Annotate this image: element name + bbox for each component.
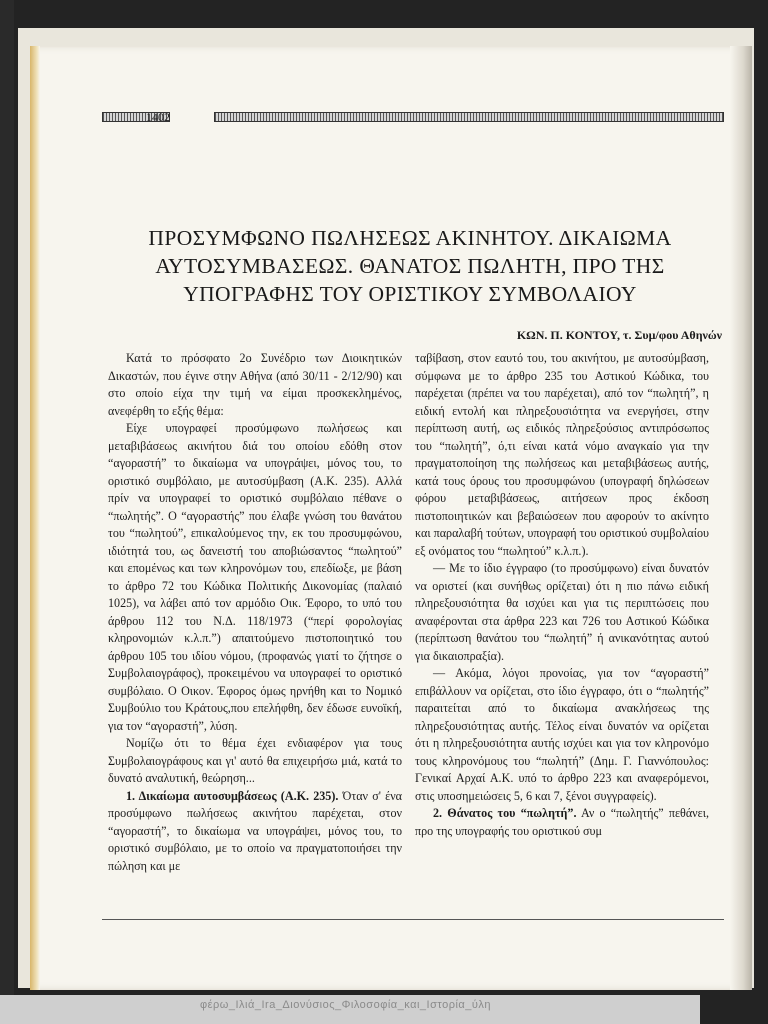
paragraph-text: Αν ο “πωλητής” πεθάνει, προ της υπογραφής του οριστικού συμ: [415, 806, 709, 838]
paragraph: ταβίβαση, στον εαυτό του, του ακινήτου, με αυτοσύμβαση, σύμφωνα με το άρθρο 235 του Αστικού Κώδικα, του παρέχεται (πρέπει να του παρέχεται), από τον “πωλητή”, η ειδική εντολή και πληρεξουσιότητα να ενεργήσει, στην περίπτωση αυτή, ως ειδικός πληρεξούσιος αντιπρόσωπος του “πωλητή”, ό,τι είναι κατά νόμο αναγκαίο για την πραγματοποίηση της πωλήσεως και μεταβιβάσεως αυτής, κατά τους όρους του προσυμφώνου (υπογραφή δηλώσεων φόρου μεταβιβάσεως, αιτήσεων προς έκδοση πιστοποιητικών και βεβαιώσεων που αφορούν το ακίνητο και παραλαβή τούτων, υπογραφή του οριστικού συμβολαίου εξ ονόματος του “πωλητού” κ.λ.π.).: [415, 351, 709, 558]
paragraph: Είχε υπογραφεί προσύμφωνο πωλήσεως και μεταβιβάσεως ακινήτου διά του οποίου εδόθη στον “αγοραστή” το δικαίωμα να υπογράψει, μόνος του, το οριστικό συμβόλαιο, με αυτοσύμβαση (Α.Κ. 235). Αλλά πρίν να υπογραφεί το οριστικό συμβόλαιο πέθανε ο “πωλητής”. Ο “αγοραστής” που έλαβε γνώση του θανάτου του “πωλητού”, επικαλούμενος την, εκ του προσυμφώνου, ιδιότητά του, ως δανειστή του αποβιώσαντος “πωλητού” και επομένως και των κληρονόμων του, επεδίωξε, με βάση το άρθρο 72 του Κώδικα Πολιτικής Δικονομίας (παλαιό 1025), να λάβει από τον αρμόδιο Οικ. Έφορο, το υπό του άρθρου 112 του Ν.Δ. 118/1973 (“περί φορολογίας κληρονομιών κ.λ.π.”) απαιτούμενο πιστοποιητικό του άρθρου 105 του ιδίου νόμου, (προφανώς γιατί το ζήτησε ο Συμβολαιογράφος), προκειμένου να υπογραφεί το οριστικό συμβόλαιο. Ο Οικον. Έφορος όμως ηρνήθη και το Νομικό Συμβούλιο του Κράτους,που επελήφθη, δεν έδωσε ευνοϊκή, για τον “αγοραστή”, λύση.: [108, 421, 402, 733]
paragraph: [415, 805, 709, 840]
footer-rule: [102, 919, 724, 920]
page-number: 1402: [146, 110, 170, 124]
paragraph-text: Όταν σ' ένα προσύμφωνο πωλήσεως ακινήτου παρέχεται, στον “αγοραστή”, το δικαίωμα να υπογράψει, μόνος του, το οριστικό συμβόλαιο, με το οποίο να πραγματοποιήσει την πώληση και με: [108, 788, 402, 873]
paragraph: [108, 788, 402, 876]
paragraph: Νομίζω ότι το θέμα έχει ενδιαφέρον για τους Συμβολαιογράφους και γι' αυτό θα επιχειρήσω μιά, κατά το δυνατό αναλυτική, θεώρηση...: [108, 736, 402, 785]
page-curl-right: [730, 46, 752, 990]
scan-bottom-strip: [0, 995, 700, 1024]
document-page: [30, 46, 752, 990]
author-byline: ΚΩΝ. Π. ΚΟΝΤΟΥ, τ. Συμ/φου Αθηνών: [516, 328, 722, 342]
paragraph: — Ακόμα, λόγοι προνοίας, για τον “αγοραστή” επιβάλλουν να ορίζεται, στο ίδιο έγγραφο, ότι ο “πωλητής” παραιτείται από το δικαίωμα ανακλήσεως της πληρεξουσιότητας αυτής. Τέλος είναι δυνατόν να ορίζεται ότι η πληρεξουσιότητα αυτής ισχύει και για τον κληρονόμο τους κληρονόμους του “πωλητή” (Δημ. Γ. Γιαννόπουλος: Γενικαί Αρχαί Α.Κ. υπό το άρθρο 223 και αναφερόμενοι, στις υποσημειώσεις 5, 6 και 7, ξένοι συγγραφείς).: [415, 666, 709, 803]
title-line: ΥΠΟΓΡΑΦΗΣ ΤΟΥ ΟΡΙΣΤΙΚΟΥ ΣΥΜΒΟΛΑΙΟΥ: [183, 282, 637, 306]
title-line: ΑΥΤΟΣΥΜΒΑΣΕΩΣ. ΘΑΝΑΤΟΣ ΠΩΛΗΤΗ, ΠΡΟ ΤΗΣ: [155, 254, 665, 278]
binding-shadow-left: [30, 46, 40, 990]
left-column: [108, 350, 402, 875]
right-column: [415, 350, 709, 840]
section-heading: 2. Θάνατος του “πωλητή”.: [433, 806, 577, 820]
paragraph: Κατά το πρόσφατο 2ο Συνέδριο των Διοικητικών Δικαστών, που έγινε στην Αθήνα (από 30/11 - 2/12/90) και στο οποίο είχα την τιμή να είμαι προσκεκλημένος, ανεφέρθη το εξής θέμα:: [108, 351, 402, 418]
header-pattern-right: [214, 112, 724, 122]
scanner-edge: [0, 0, 14, 1024]
section-heading: 1. Δικαίωμα αυτοσυμβάσεως (Α.Κ. 235).: [126, 788, 339, 803]
scan-artifact-text: φέρω_Ιλιά_Ira_Διονύσιος_Φιλοσοφία_και_Ιστορία_ύλη: [200, 999, 492, 1011]
paragraph: — Με το ίδιο έγγραφο (το προσύμφωνο) είναι δυνατόν να οριστεί (και συνήθως ορίζεται) ότι η πιο πάνω ειδική πληρεξουσιότητα θα ισχύει και για τις περιπτώσεις που αναφέρονται στα άρθρα 223 και 726 του Αστικού Κώδικα (περίπτωση θανάτου του “πωλητή” ή ανικανότητας αυτού για δικαιοπραξία).: [415, 561, 709, 663]
title-line: ΠΡΟΣΥΜΦΩΝΟ ΠΩΛΗΣΕΩΣ ΑΚΙΝΗΤΟΥ. ΔΙΚΑΙΩΜΑ: [148, 226, 672, 250]
article-title: [110, 224, 710, 308]
